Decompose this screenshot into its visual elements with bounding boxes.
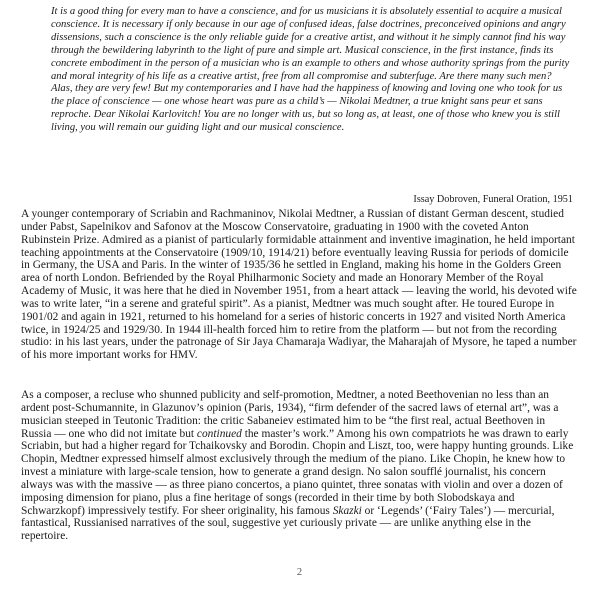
body-paragraph-1: A younger contemporary of Scriabin and Rachmaninov, Nikolai Medtner, a Russian of distant German descent, studied under Pabst, Sapelnikov and Safonov at the Moscow Conservatoire, graduating in 1900 with the coveted Anton Rubinstein Prize. Admired as a pianist of particularly formidable attainment and inventive imagination, he held important teaching appointments at the Conservatoire (1909/10, 1914/21) before eventually leaving Russia for periods of domicile in Germany, the USA and Paris. In the winter of 1935/36 he settled in England, making his home in the Golders Green area of north London. Befriended by the Royal Philharmonic Society and made an Honorary Member of the Royal Academy of Music, it was here that he died in November 1951, from a heart attack — leaving the world, his devoted wife was to write later, “in a serene and grateful spirit”. As a pianist, Medtner was much sought after. He toured Europe in 1901/02 and again in 1921, returned to his homeland for a series of historic concerts in 1927 and visited North America twice, in 1924/25 and 1929/30. In 1944 ill-health forced him to retire from the platform — but not from the recording studio: in his last years, under the patronage of Sir Jaya Chamaraja Wadiyar, the Maharajah of Mysore, he taped a number of his more important works for HMV. [21, 208, 577, 362]
paragraph-2-text-2: the master’s work.” Among his own compatriots he was drawn to early Scriabin, but had a higher regard for Tchaikovsky and Borodin. Chopin and Liszt, too, were happy hunting grounds. Like Chopin, Medtner expressed himself almost exclusively through the medium of the piano. Like Chopin, he knew how to invest a miniature with large-scale tension, how to generate a grand design. No salon soufflé journalist, his concern always was with the massive — as three piano concertos, a piano quintet, three sonatas with violin and over a dozen of imposing dimension for piano, plus a fine heritage of songs (recorded in their time by both Slobodskaya and Schwarzkopf) impressively testify. For sheer originality, his famous [21, 427, 574, 517]
epigraph-attribution: Issay Dobroven, Funeral Oration, 1951 [413, 194, 573, 205]
emphasis-continued: continued [196, 427, 242, 440]
epigraph-quote: It is a good thing for every man to have a conscience, and for us musicians it is absolutely essential to acquire a musical conscience. It is necessary if only because in our age of confused ideas, false doctrines, preconceived opinions and angry dissensions, such a conscience is the only reliable guide for a creative artist, and without it he simply cannot find his way through the bewildering labyrinth to the light of pure and simple art. Musical conscience, in the first instance, finds its concrete embodiment in the person of a musician who is an example to others and whose authority springs from the purity and moral integrity of his life as a creative artist, free from all compromise and subterfuge. Are there many such men? Alas, they are very few! But my contemporaries and I have had the happiness of knowing and loving one who took for us the place of conscience — one whose heart was pure as a child’s — Nikolai Medtner, a true knight sans peur et sans reproche. Dear Nikolai Karlovitch! You are no longer with us, but so long as, at least, one of those who knew you is still living, you will remain our guiding light and our musical conscience. [51, 6, 570, 134]
page-number: 2 [296, 567, 303, 578]
paragraph-2-text-3: or ‘Legends’ (‘Fairy Tales’) — mercurial, fantastical, Russianised narratives of the soul, suggestive yet curiously private — are unlike anything else in the repertoire. [21, 504, 555, 543]
paragraph-2-text-1: As a composer, a recluse who shunned publicity and self-promotion, Medtner, a noted Beethovenian no less than an ardent post-Schumannite, in Glazunov’s opinion (Paris, 1934), “firm defender of the sacred laws of eternal art”, was a musician steeped in Teutonic Tradition: the critic Sabaneiev estimated him to be “the first real, actual Beethoven in Russia — one who did not imitate but [21, 389, 559, 440]
emphasis-skazki: Skazki [332, 504, 362, 517]
body-paragraph-2 [21, 389, 577, 543]
